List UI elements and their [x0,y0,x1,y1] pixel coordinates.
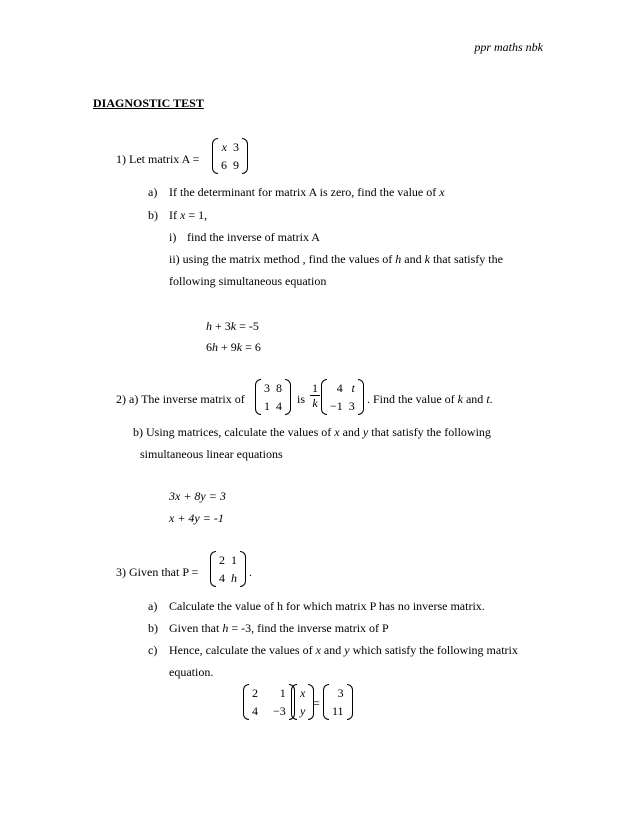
matrix-cell: 9 [233,158,239,172]
q1bi-text: find the inverse of matrix A [187,230,320,244]
q3a-text: Calculate the value of h for which matrix P has no inverse matrix. [169,599,485,613]
matrix-cell: x [221,140,227,154]
matrix-cell: 3 [264,381,270,395]
q3b-marker: b) [148,621,158,635]
matrix-equation-result [323,684,353,720]
matrix-cell: 4 [219,571,225,585]
q3c-line2: equation. [169,665,214,679]
q3a-marker: a) [148,599,158,613]
matrix-cell: 3 [233,140,239,154]
equals-sign: = [313,696,320,710]
q3c-line1: Hence, calculate the values of x and y which satisfy the following matrix [169,643,518,657]
q1bii-line1: ii) using the matrix method , find the values of h and k that satisfy the [169,252,503,266]
q2b-line2: simultaneous linear equations [140,447,283,461]
q1bi-marker: i) [169,230,177,244]
matrix-cell: −1 [330,399,343,413]
matrix-q2-inverse [321,379,364,415]
q1bii-line2: following simultaneous equation [169,274,327,288]
q1-label: 1) Let matrix A = [116,152,200,166]
q3b-text: Given that h = -3, find the inverse matrix of P [169,621,389,635]
matrix-equation-coefficients [243,684,295,720]
matrix-cell: 6 [221,158,227,172]
q1a-marker: a) [148,185,158,199]
matrix-cell: 3 [337,686,344,700]
matrix-cell: 8 [276,381,282,395]
matrix-cell: 3 [348,399,355,413]
matrix-cell: 1 [279,686,286,700]
matrix-cell: 2 [219,553,225,567]
matrix-cell: h [231,571,237,585]
q2b-line1: b) Using matrices, calculate the values of x and y that satisfy the following [133,425,491,439]
q1-equation-2: 6h + 9k = 6 [206,340,261,354]
matrix-cell: 1 [231,553,237,567]
q2-fraction: $\frac{1}{k}$ [312,381,318,410]
matrix-cell: 4 [336,381,343,395]
matrix-cell: 4 [276,399,282,413]
q3c-marker: c) [148,643,158,657]
q2a-label: 2) a) The inverse matrix of [116,392,245,406]
matrix-cell: 1 [264,399,270,413]
matrix-cell: t [351,381,355,395]
q2-is: is [297,392,306,406]
matrix-a [212,138,248,174]
matrix-p [210,551,246,587]
q1-equation-1: h + 3k = -5 [206,319,259,333]
matrix-equation-variables [291,684,314,720]
q2-equation-1: 3x + 8y = 3 [169,489,226,503]
matrix-q2 [255,379,291,415]
matrix-cell: 2 [252,686,258,700]
page-header: ppr maths nbk [474,40,543,54]
matrix-cell: 4 [252,704,258,718]
q1b-text: If x = 1, [169,208,208,222]
matrix-cell: 11 [332,704,344,718]
matrix-cell: y [300,704,306,718]
q1b-marker: b) [148,208,158,222]
q2-equation-2: x + 4y = -1 [169,511,224,525]
page-title: DIAGNOSTIC TEST [93,96,204,110]
matrix-cell: −3 [273,704,286,718]
q1a-text: If the determinant for matrix A is zero, find the value of x [169,185,445,199]
q2a-question: . Find the value of k and t. [367,392,493,406]
q3-label: 3) Given that P = [116,565,199,579]
matrix-cell: x [300,686,306,700]
q3-label-dot: . [249,565,252,579]
